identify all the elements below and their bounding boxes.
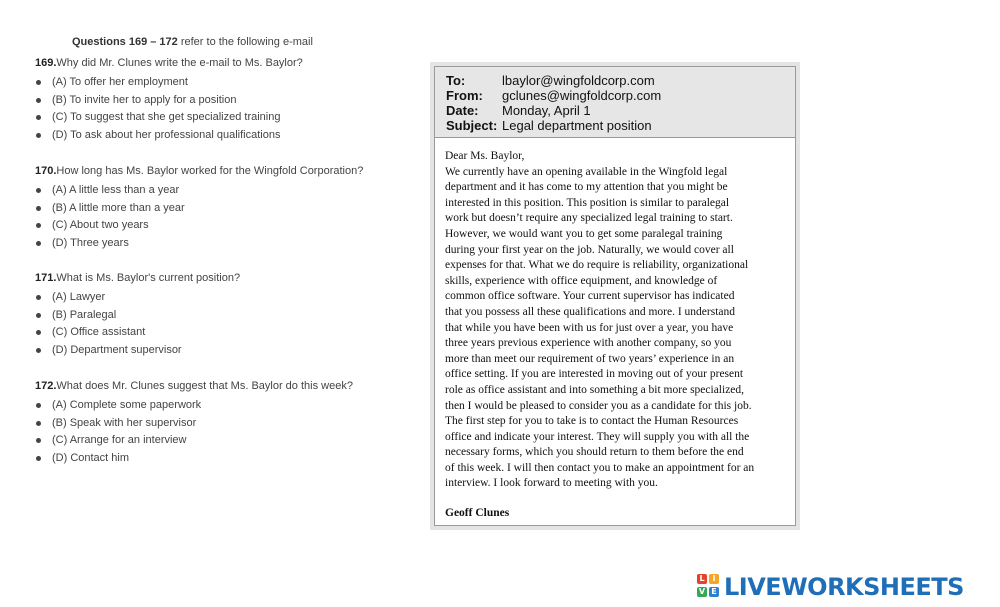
questions-intro (72, 36, 313, 48)
answer-option[interactable]: (C) Arrange for an interview (35, 434, 353, 452)
email-subject-label: Subject: (446, 118, 498, 133)
bullet-icon (36, 456, 41, 461)
answer-option[interactable]: (A) A little less than a year (35, 184, 363, 202)
question-text: What does Mr. Clunes suggest that Ms. Baylor do this week? (56, 380, 353, 392)
liveworksheets-logo[interactable] (697, 572, 964, 602)
bullet-icon (36, 330, 41, 335)
answer-option[interactable]: (B) A little more than a year (35, 202, 363, 220)
answer-option[interactable]: (D) To ask about her professional qualifications (35, 129, 303, 147)
bullet-icon (36, 115, 41, 120)
question-171 (35, 272, 240, 361)
email-paragraph: We currently have an opening available in the Wingfold legal department and it has come to my attention that you might be interested in this position. This position is similar to paralegal work but doesn’t require any specialized legal training to start. However, we would want you to get some paralegal training during your first year on the job. Naturally, we would cover all expenses for that. What we do require is reliability, organizational skills, experience with office equipment, and knowledge of common office software. Your current supervisor has indicated that you possess all these qualifications and more. I understand that while you have been with us for just over a year, you have three years previous experience with another company, so you more than meet our requirement of two years’ experience in an office setting. If you are interested in moving out of your present role as office assistant and into something a bit more specialized, then I would be pleased to consider you as a candidate for this job. The first step for you to take is to contact the Human Resources office and indicate your interest. They will supply you with all the necessary forms, which you should return to them before the end of this week. I will then contact you to make an appointment for an interview. I look forward to meeting with you. (445, 165, 755, 490)
bullet-icon (36, 295, 41, 300)
answer-option[interactable]: (D) Department supervisor (35, 344, 240, 362)
email-date-label: Date: (446, 103, 479, 118)
question-170 (35, 165, 363, 254)
liveworksheets-logo-text: LIVEWORKSHEETS (724, 573, 964, 601)
email-signature: Geoff Clunes (445, 507, 510, 520)
email-document (430, 62, 800, 530)
bullet-icon (36, 98, 41, 103)
email-from-address: gclunes@wingfoldcorp.com (502, 88, 662, 103)
question-text: Why did Mr. Clunes write the e-mail to Ms. Baylor? (56, 57, 303, 69)
email-to-row (446, 73, 655, 89)
answer-option[interactable]: (C) About two years (35, 219, 363, 237)
question-number: 171. (35, 272, 57, 284)
answer-option[interactable]: (D) Three years (35, 237, 363, 255)
bullet-icon (36, 80, 41, 85)
answer-option[interactable]: (D) Contact him (35, 452, 353, 470)
bullet-icon (36, 348, 41, 353)
questions-intro-text: refer to the following e-mail (177, 36, 313, 48)
bullet-icon (36, 241, 41, 246)
email-greeting: Dear Ms. Baylor, (445, 150, 525, 162)
answer-option[interactable]: (A) To offer her employment (35, 76, 303, 94)
bullet-icon (36, 206, 41, 211)
question-number: 170. (35, 165, 57, 177)
email-to-address: lbaylor@wingfoldcorp.com (502, 73, 655, 88)
question-169 (35, 57, 303, 146)
answer-option[interactable]: (C) Office assistant (35, 326, 240, 344)
question-text: How long has Ms. Baylor worked for the Wingfold Corporation? (56, 165, 364, 177)
question-number: 172. (35, 380, 57, 392)
email-date: Monday, April 1 (502, 103, 591, 118)
answer-option[interactable]: (B) To invite her to apply for a position (35, 94, 303, 112)
email-subject-row (446, 118, 652, 134)
question-172 (35, 380, 353, 469)
questions-range: Questions 169 – 172 (72, 36, 178, 48)
answer-option[interactable]: (A) Lawyer (35, 291, 240, 309)
answer-option[interactable]: (A) Complete some paperwork (35, 399, 353, 417)
email-to-label: To: (446, 73, 466, 88)
answer-option[interactable]: (B) Speak with her supervisor (35, 417, 353, 435)
email-from-label: From: (446, 88, 483, 103)
answer-option[interactable]: (B) Paralegal (35, 309, 240, 327)
email-header (435, 67, 795, 138)
answer-option[interactable]: (C) To suggest that she get specialized training (35, 111, 303, 129)
email-body (445, 149, 795, 533)
liveworksheets-logo-icon: L I V E (697, 574, 721, 600)
question-text: What is Ms. Baylor's current position? (56, 272, 241, 284)
bullet-icon (36, 133, 41, 138)
bullet-icon (36, 188, 41, 193)
email-from-row (446, 88, 661, 104)
bullet-icon (36, 421, 41, 426)
bullet-icon (36, 403, 41, 408)
bullet-icon (36, 438, 41, 443)
bullet-icon (36, 223, 41, 228)
email-date-row (446, 103, 591, 119)
bullet-icon (36, 313, 41, 318)
email-subject: Legal department position (502, 118, 652, 133)
question-number: 169. (35, 57, 57, 69)
